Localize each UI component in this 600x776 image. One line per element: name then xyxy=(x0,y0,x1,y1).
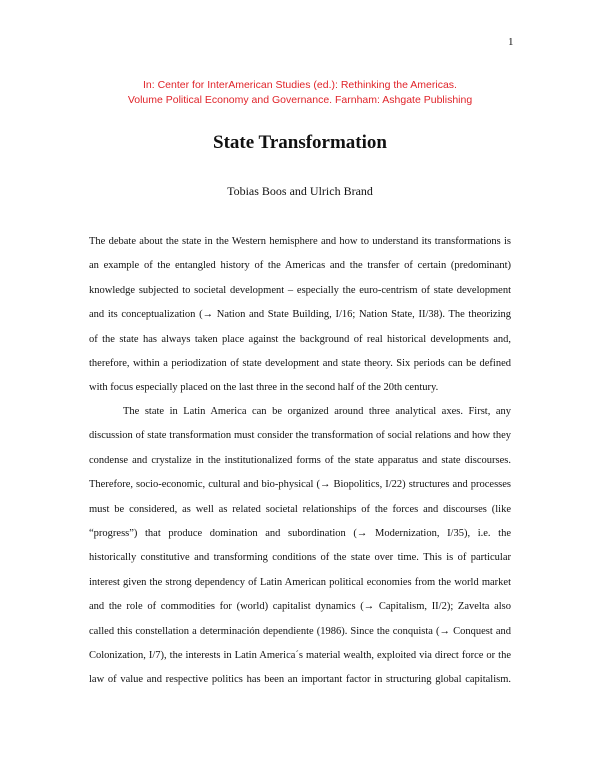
citation-note xyxy=(0,78,600,108)
paragraph-line: therefore, within a periodization of state development and state theory. Six periods can be defined xyxy=(89,357,511,369)
paragraph-2 xyxy=(89,406,511,699)
paragraph-line: Therefore, socio-economic, cultural and bio-physical (→ Biopolitics, I/22) structures and processes xyxy=(89,479,511,491)
authors: Tobias Boos and Ulrich Brand xyxy=(227,184,373,198)
paragraph-line: called this constellation a determinación dependiente (1986). Since the conquista (→ Conquest and xyxy=(89,625,511,637)
paragraph-line: “progress”) that produce domination and subordination (→ Modernization, I/35), i.e. the xyxy=(89,527,511,539)
citation-line-1: In: Center for InterAmerican Studies (ed.): Rethinking the Americas. xyxy=(143,79,457,91)
paragraph-line: Colonization, I/7), the interests in Latin America´s material wealth, exploited via direct force or the xyxy=(89,649,511,661)
paragraph-line: interest given the strong dependency of Latin American political economies from the world market xyxy=(89,576,511,588)
paragraph-line: must be considered, as well as related societal relationships of the forces and discourses (like xyxy=(89,503,511,515)
paragraph-line: The debate about the state in the Western hemisphere and how to understand its transformations is xyxy=(89,236,511,247)
paragraph-1 xyxy=(89,236,511,407)
paragraph-line: and the role of commodities for (world) capitalist dynamics (→ Capitalism, II/2); Zavelta also xyxy=(89,601,511,613)
paragraph-line: an example of the entangled history of the Americas and the transfer of certain (predominant) xyxy=(89,260,511,272)
page-number: 1 xyxy=(508,36,514,48)
paragraph-line: condense and crystalize in the institutionalized forms of the state apparatus and state discourses. xyxy=(89,454,511,466)
paragraph-line: law of value and respective politics has been an important factor in structuring global capitalism. xyxy=(89,674,511,686)
paragraph-line: with focus especially placed on the last three in the second half of the 20th century. xyxy=(89,382,439,394)
paragraph-line: The state in Latin America can be organized around three analytical axes. First, any xyxy=(123,406,511,417)
paragraph-line: historically constitutive and transforming conditions of the state over time. This is of particular xyxy=(89,552,511,564)
citation-line-2: Volume Political Economy and Governance. Farnham: Ashgate Publishing xyxy=(127,94,473,106)
paragraph-line: of the state has always taken place against the background of real historical developments and, xyxy=(89,333,511,345)
paragraph-line: knowledge subjected to societal development – especially the euro-centrism of state development xyxy=(89,284,511,296)
page-title: State Transformation xyxy=(213,132,387,153)
paragraph-line: and its conceptualization (→ Nation and State Building, I/16; Nation State, II/38). The theorizing xyxy=(89,309,511,321)
paragraph-line: discussion of state transformation must consider the transformation of social relations and how they xyxy=(89,430,511,442)
